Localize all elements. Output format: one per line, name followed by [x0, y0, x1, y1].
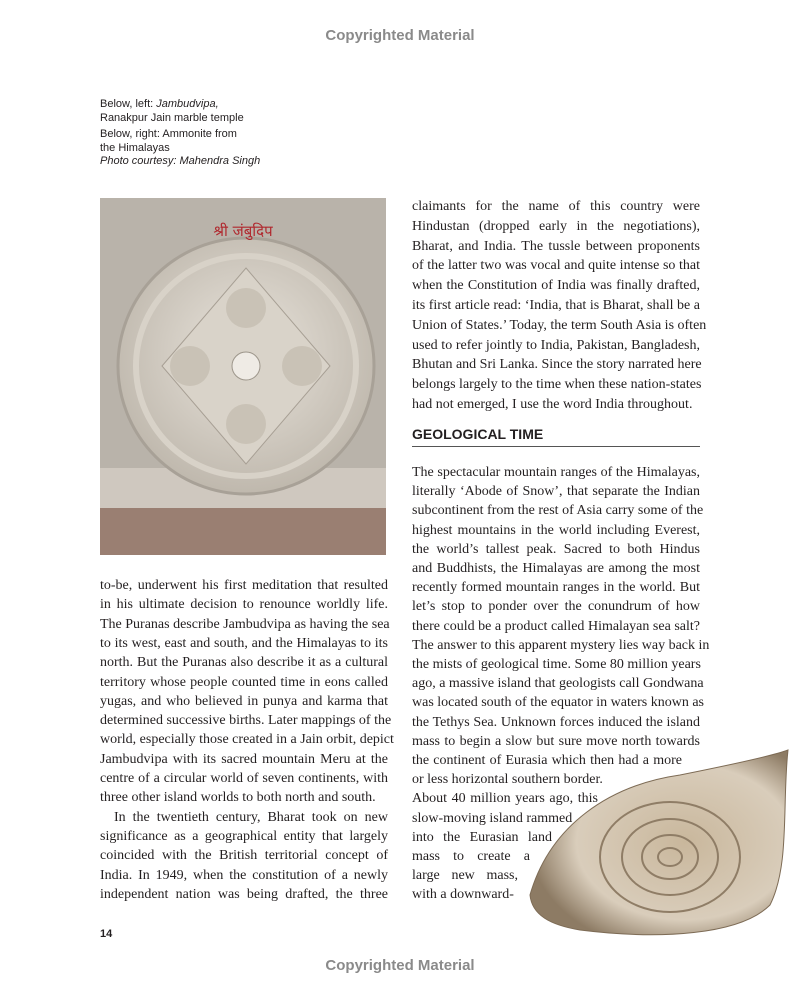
text-line: yugas, and who believed in punya and karma that: [100, 693, 388, 709]
text-line: of the latter two was vocal and quite intense so that: [412, 258, 700, 274]
text-line: the world’s tallest peak. Sacred to both Hindus: [412, 541, 700, 557]
text-line: The spectacular mountain ranges of the Himalayas,: [412, 465, 700, 480]
caption-left-place: Ranakpur Jain marble temple: [100, 111, 244, 124]
caption-right-line2: the Himalayas: [100, 141, 170, 154]
text-line: used to refer jointly to India, Pakistan, Bangladesh,: [412, 337, 700, 353]
text-line: mass to begin a slow but sure move north towards: [412, 733, 700, 749]
ammonite-photo: [520, 745, 792, 937]
text-line: mass to create a: [412, 849, 530, 864]
text-line: three other island worlds to both north and south.: [100, 790, 376, 806]
text-line: The Puranas describe Jambudvipa as having the sea: [100, 616, 390, 632]
text-line: its first article read: ‘India, that is Bharat, shall be a: [412, 298, 700, 313]
page-number: 14: [100, 928, 113, 940]
jambudvipa-photo: [100, 198, 386, 555]
text-line: was located south of the equator in waters known as: [412, 695, 704, 711]
text-line: independent nation was being drafted, the three: [100, 886, 388, 902]
text-line: subcontinent from the rest of Asia carry some of the: [412, 503, 704, 519]
inscription-text: श्री जंबुदिप: [213, 222, 273, 240]
text-line: The answer to this apparent mystery lies way back in: [412, 637, 710, 653]
text-line: the Tethys Sea. Unknown forces induced the island: [412, 714, 700, 730]
text-line: when the Constitution of India was finally drafted,: [412, 278, 700, 294]
caption-right-line1: Below, right: Ammonite from: [100, 128, 237, 140]
text-line: literally ‘Abode of Snow’, that separate the Indian: [412, 484, 700, 500]
text-line: and Buddhists, the Himalayas are among the most: [412, 561, 700, 576]
text-line: belongs largely to the time when these nation-states: [412, 377, 702, 393]
text-line: into the Eurasian land: [412, 829, 552, 845]
text-line: coincided with the British territorial concept of: [100, 848, 388, 864]
text-line: Bhutan and Sri Lanka. Since the story narrated here: [412, 357, 702, 373]
text-line: large new mass,: [412, 868, 518, 884]
copyright-watermark-top: Copyrighted Material: [325, 27, 475, 44]
text-line: there could be a product called Himalayan sea salt?: [412, 618, 700, 634]
text-line: Jambudvipa with its sacred mountain Meru at the: [100, 751, 388, 767]
text-line: Bharat, and India. The tussle between proponents: [412, 238, 700, 254]
section-heading: GEOLOGICAL TIME: [412, 426, 700, 447]
text-line: recently formed mountain ranges in the world. But: [412, 580, 700, 596]
photo-caption: [100, 98, 260, 169]
text-line: significance as a geographical entity that largely: [100, 828, 388, 844]
text-line: let’s stop to ponder over the conundrum of how: [412, 599, 700, 615]
text-line: or less horizontal southern border.: [412, 772, 603, 788]
text-line: India. In 1949, when the constitution of a newly: [100, 867, 388, 883]
text-line: the continent of Eurasia which then had a more: [412, 753, 682, 768]
text-line: in his ultimate decision to renounce worldly life.: [100, 597, 388, 613]
text-line: world, especially those created in a Jain orbit, depict: [100, 732, 394, 748]
text-line: determined successive births. Later mappings of the: [100, 713, 392, 729]
text-line: Hindustan (dropped early in the negotiations),: [412, 218, 700, 234]
text-line: had not emerged, I use the word India throughout.: [412, 397, 693, 412]
text-line: to its west, east and south, and the Himalayas to its: [100, 635, 388, 651]
text-line: territory whose people counted time in eons called: [100, 674, 388, 690]
caption-left-prefix: Below, left:: [100, 98, 157, 110]
text-line: with a downward-: [412, 887, 514, 903]
text-line: claimants for the name of this country were: [412, 199, 700, 214]
copyright-watermark-bottom: Copyrighted Material: [325, 957, 475, 974]
text-line: ago, a massive island that geologists call Gondwana: [412, 676, 704, 692]
text-line: highest mountains in the world including Everest,: [412, 522, 700, 538]
caption-left-title: Jambudvipa,: [156, 98, 219, 110]
caption-credit: Photo courtesy: Mahendra Singh: [100, 155, 261, 167]
text-line: to-be, underwent his first meditation that resulted: [100, 578, 388, 593]
text-line: In the twentieth century, Bharat took on new: [114, 809, 388, 825]
text-line: north. But the Puranas also describe it as a cultural: [100, 655, 388, 671]
text-line: centre of a circular world of seven continents, with: [100, 771, 388, 786]
text-line: slow-moving island rammed: [412, 810, 573, 826]
text-line: Union of States.’ Today, the term South Asia is often: [412, 317, 707, 333]
text-line: About 40 million years ago, this: [412, 791, 598, 807]
text-line: the mists of geological time. Some 80 million years: [412, 657, 701, 672]
